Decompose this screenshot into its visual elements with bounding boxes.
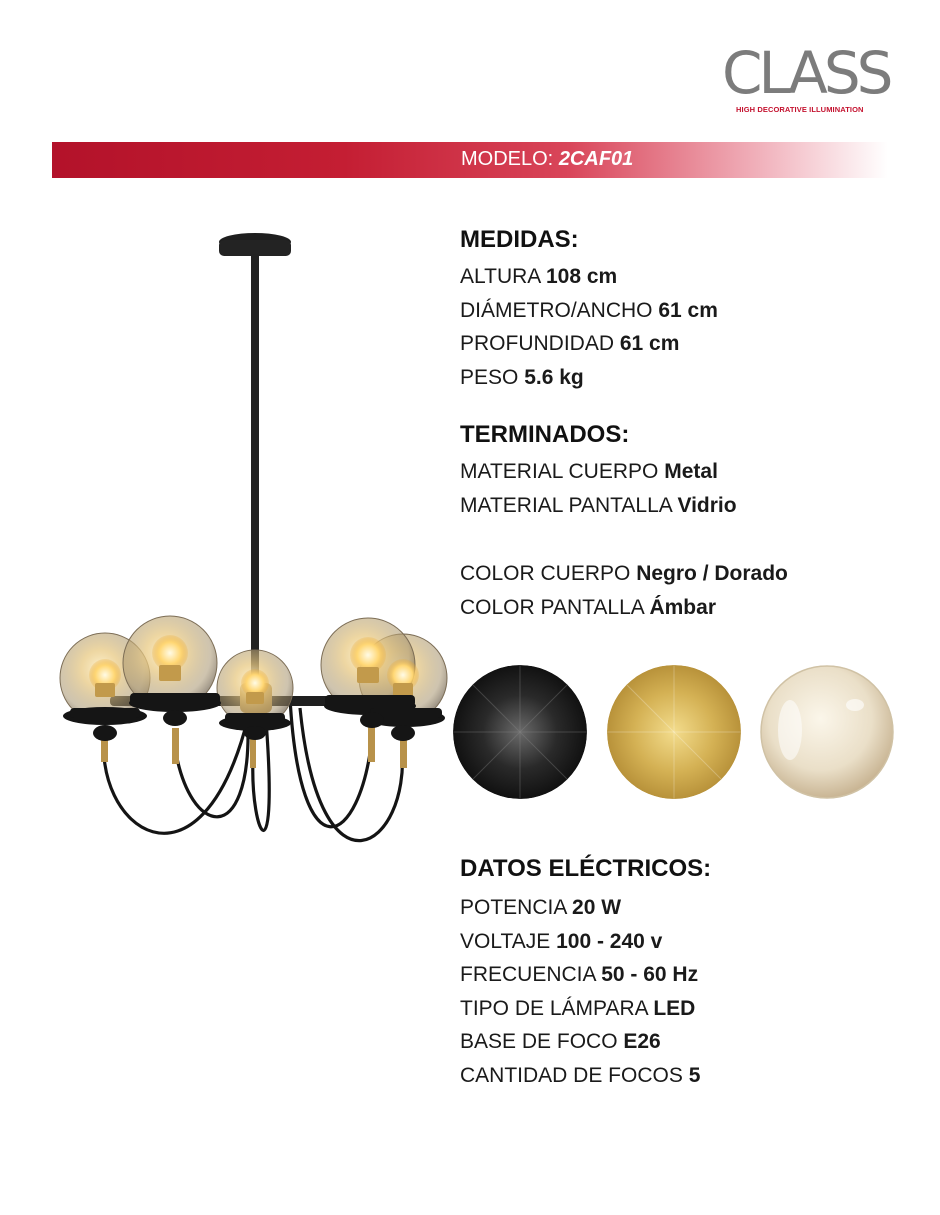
chandelier-product-image (50, 228, 460, 898)
model-label-text: MODELO: (461, 148, 554, 170)
amber-glass-swatch (760, 665, 894, 799)
spec-row-color-cuerpo: COLOR CUERPO Negro / Dorado (460, 562, 788, 585)
terminados-heading: TERMINADOS: (460, 421, 630, 448)
spec-row-frecuencia: FRECUENCIA 50 - 60 Hz (460, 963, 699, 986)
gold-metal-swatch (607, 665, 741, 799)
spec-row-material-cuerpo: MATERIAL CUERPO Metal (460, 460, 718, 483)
spec-row-diametro: DIÁMETRO/ANCHO 61 cm (460, 298, 718, 322)
brand-name: CLASS (722, 39, 890, 107)
model-number: 2CAF01 (558, 148, 634, 170)
terminados-list (460, 455, 920, 624)
medidas-list (460, 260, 920, 394)
model-label (461, 148, 633, 171)
datos-heading: DATOS ELÉCTRICOS: (460, 855, 712, 882)
brand-logo (722, 39, 892, 118)
spec-row-tipo-lampara: TIPO DE LÁMPARA LED (460, 996, 696, 1020)
spec-row-cantidad-focos: CANTIDAD DE FOCOS 5 (460, 1063, 701, 1087)
electrical-specs (460, 853, 920, 1092)
brand-tagline: HIGH DECORATIVE ILLUMINATION (736, 105, 864, 114)
spec-sheet (460, 224, 920, 624)
model-banner (52, 142, 888, 178)
spec-row-material-pantalla: MATERIAL PANTALLA Vidrio (460, 493, 737, 517)
spec-row-voltaje: VOLTAJE 100 - 240 v (460, 929, 663, 953)
spec-row-base-foco: BASE DE FOCO E26 (460, 1030, 661, 1053)
black-metal-swatch (453, 665, 587, 799)
spec-row-altura: ALTURA 108 cm (460, 265, 618, 288)
spec-row-potencia: POTENCIA 20 W (460, 896, 622, 919)
spec-row-profundidad: PROFUNDIDAD 61 cm (460, 332, 680, 355)
medidas-heading: MEDIDAS: (460, 226, 579, 253)
spec-row-peso: PESO 5.6 kg (460, 365, 584, 389)
datos-list (460, 891, 920, 1092)
spec-row-color-pantalla: COLOR PANTALLA Ámbar (460, 595, 716, 619)
